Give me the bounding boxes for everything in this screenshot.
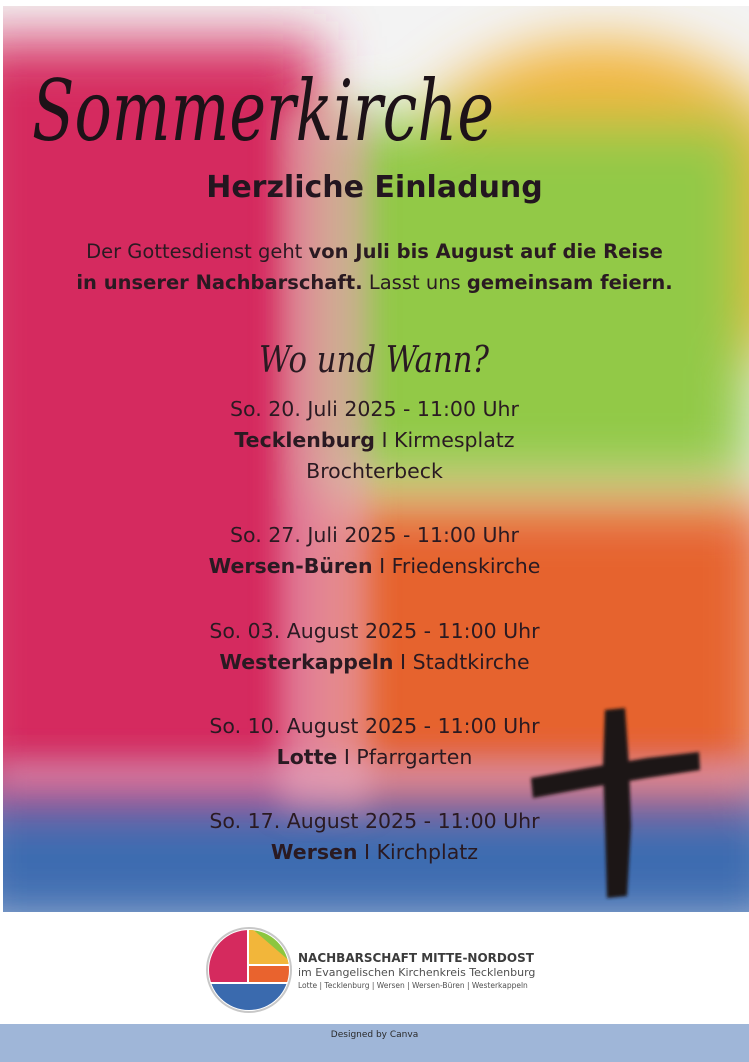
event-venue: I Friedenskirche xyxy=(372,554,541,578)
event-date: So. 27. Juli 2025 - 11:00 Uhr xyxy=(230,523,519,547)
event-place: Lotte xyxy=(276,745,338,769)
intro-text xyxy=(40,236,709,298)
svg-text:Wo und Wann?: Wo und Wann? xyxy=(259,340,490,381)
event-venue: I Kirchplatz xyxy=(357,840,479,864)
event-2 xyxy=(0,520,749,582)
event-3 xyxy=(0,616,749,678)
subtitle: Herzliche Einladung xyxy=(206,170,543,205)
event-date: So. 03. August 2025 - 11:00 Uhr xyxy=(209,619,540,643)
event-place: Westerkappeln xyxy=(219,650,394,674)
designed-by: Designed by Canva xyxy=(330,1030,419,1040)
event-venue: I Stadtkirche xyxy=(393,650,530,674)
intro-line2-b: Lasst uns xyxy=(362,271,467,294)
event-date: So. 20. Juli 2025 - 11:00 Uhr xyxy=(230,397,519,421)
event-venue: I Pfarrgarten xyxy=(337,745,473,769)
intro-line1-b: von Juli bis August auf die Reise xyxy=(308,240,663,263)
event-date: So. 17. August 2025 - 11:00 Uhr xyxy=(209,809,540,833)
intro-line2-c: gemeinsam feiern. xyxy=(466,271,673,294)
intro-line2-a: in unserer Nachbarschaft. xyxy=(76,271,363,294)
event-place: Wersen-Büren xyxy=(208,554,373,578)
org-subtitle: im Evangelischen Kirchenkreis Tecklenburg xyxy=(298,966,536,979)
event-venue-2: Brochterbeck xyxy=(306,459,443,483)
org-name: NACHBARSCHAFT MITTE-NORDOST xyxy=(298,951,534,965)
intro-line1-a: Der Gottesdienst geht xyxy=(86,240,309,263)
event-place: Wersen xyxy=(270,840,358,864)
title-script xyxy=(28,48,498,178)
event-date: So. 10. August 2025 - 11:00 Uhr xyxy=(209,714,540,738)
org-towns: Lotte | Tecklenburg | Wersen | Wersen-Büren | Westerkappeln xyxy=(298,981,528,990)
event-venue: I Kirmesplatz xyxy=(374,428,515,452)
logo-icon xyxy=(205,926,293,1014)
svg-text:Sommerkirche: Sommerkirche xyxy=(32,62,494,160)
cross-icon xyxy=(527,706,702,901)
where-heading xyxy=(255,332,495,390)
event-place: Tecklenburg xyxy=(234,428,375,452)
event-1 xyxy=(0,394,749,487)
